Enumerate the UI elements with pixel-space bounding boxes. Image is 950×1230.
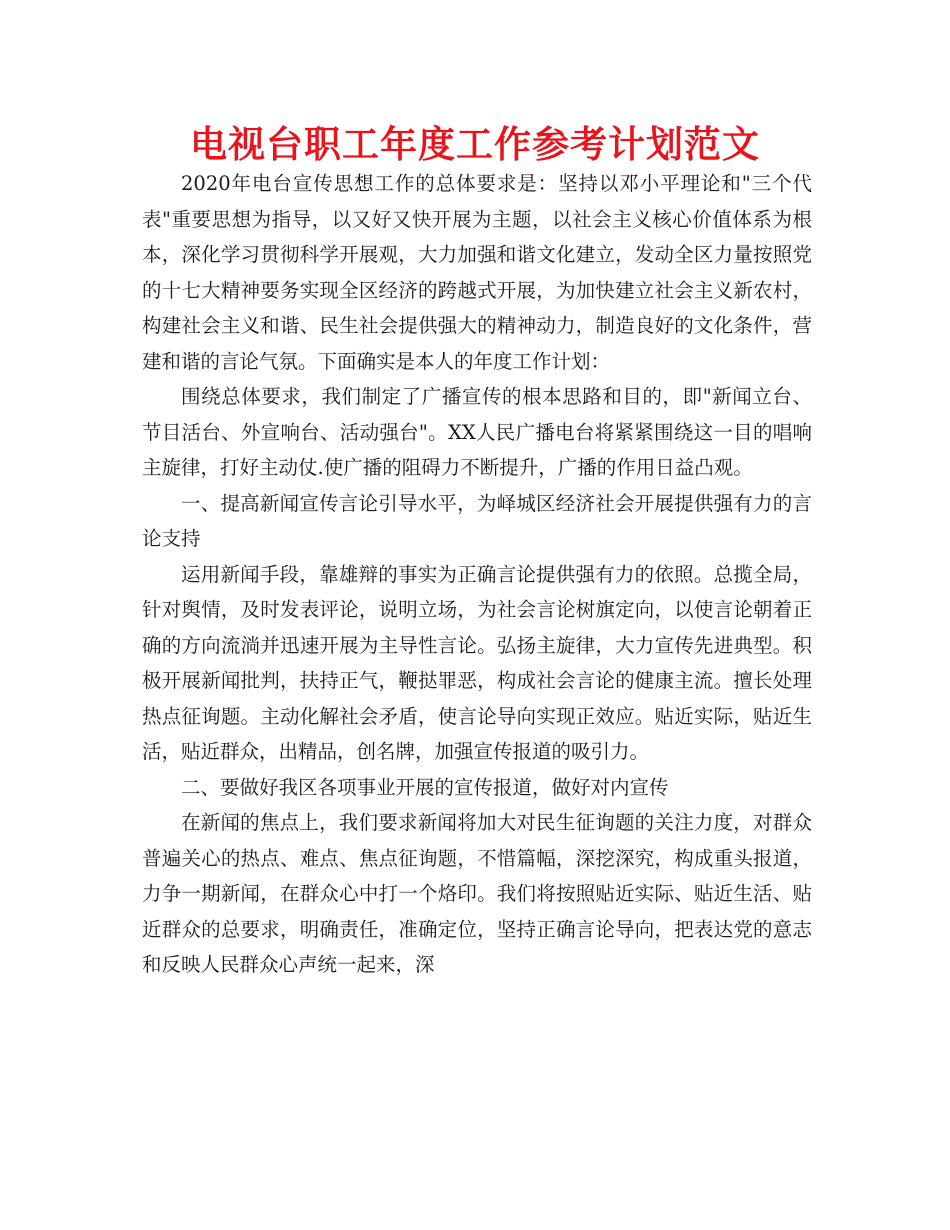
document-title: 电视台职工年度工作参考计划范文 — [190, 123, 760, 166]
document-body — [142, 166, 812, 983]
paragraph-section-2: 在新闻的焦点上，我们要求新闻将加大对民生征询题的关注力度，对群众普遍关心的热点、难点、焦点征询题，不惜篇幅，深挖深究，构成重头报道，力争一期新闻，在群众心中打一个烙印。我们将按照贴近实际、贴近生活、贴近群众的总要求，明确责任，准确定位，坚持正确言论导向，把表达党的意志和反映人民群众心声统一起来，深 — [142, 811, 812, 976]
paragraph-approach: 围绕总体要求，我们制定了广播宣传的根本思路和目的，即"新闻立台、节目活台、外宣响台、活动强台"。XX人民广播电台将紧紧围绕这一目的唱响主旋律，打好主动仗.使广播的阻碍力不断提升，广播的作用日益凸观。 — [142, 385, 812, 479]
paragraph-intro: 2020年电台宣传思想工作的总体要求是：坚持以邓小平理论和"三个代表"重要思想为指导，以又好又快开展为主题，以社会主义核心价值体系为根本，深化学习贯彻科学开展观，大力加强和谐文化建立，发动全区力量按照党的十七大精神要务实现全区经济的跨越式开展，为加快建立社会主义新农村，构建社会主义和谐、民生社会提供强大的精神动力，制造良好的文化条件，营建和谐的言论气氛。下面确实是本人的年度工作计划： — [142, 172, 812, 373]
section-heading-2: 二、要做好我区各项事业开展的宣传报道，做好对内宣传 — [181, 775, 669, 799]
paragraph-section-1: 运用新闻手段，靠雄辩的事实为正确言论提供强有力的依照。总揽全局，针对舆情，及时发表评论，说明立场，为社会言论树旗定向，以使言论朝着正确的方向流淌并迅速开展为主导性言论。弘扬主旋律，大力宣传先进典型。积极开展新闻批判，扶持正气，鞭挞罪恶，构成社会言论的健康主流。擅长处理热点征询题。主动化解社会矛盾，使言论导向实现正效应。贴近实际，贴近生活，贴近群众，出精品，创名牌，加强宣传报道的吸引力。 — [142, 562, 812, 763]
section-heading-1: 一、提高新闻宣传言论引导水平，为峄城区经济社会开展提供强有力的言论支持 — [142, 491, 812, 550]
